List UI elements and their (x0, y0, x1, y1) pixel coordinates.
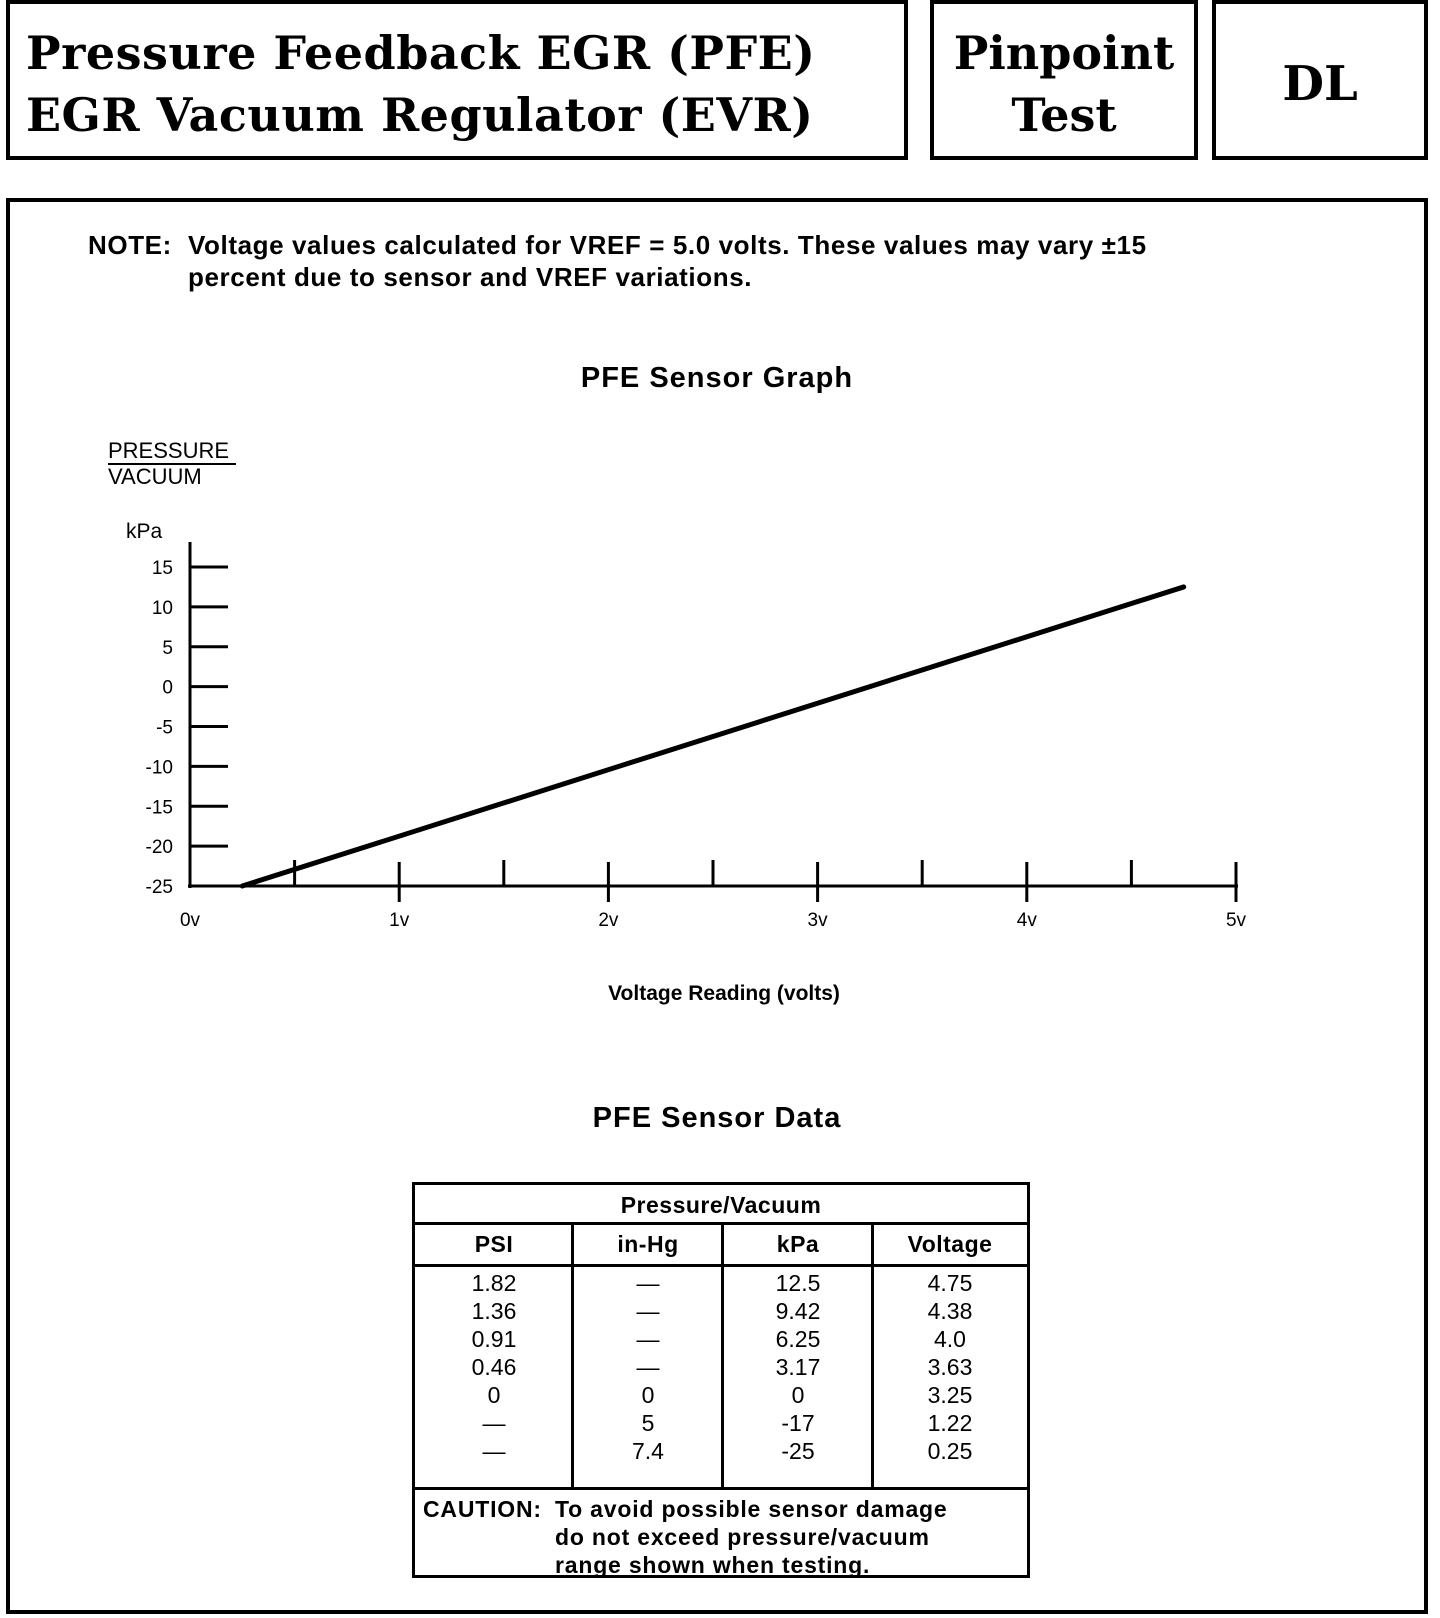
table-row (415, 1269, 1027, 1297)
x-tick-label: 1v (389, 910, 410, 931)
y-tick-label: 0 (162, 677, 173, 699)
cell-psi: 0.46 (471, 1354, 517, 1380)
caution-line-2: do not exceed pressure/vacuum (555, 1524, 930, 1550)
cell-voltage: 1.22 (927, 1410, 973, 1436)
note-line-1: Voltage values calculated for VREF = 5.0 volts. These values may vary ±15 (188, 230, 1147, 260)
table-body (415, 1269, 1027, 1487)
cell-inhg: 7.4 (632, 1438, 664, 1464)
cell-kpa: 3.17 (775, 1354, 821, 1380)
cell-inhg: — (636, 1326, 660, 1352)
y-unit-label: kPa (126, 520, 163, 543)
sensor-transfer-line (242, 587, 1183, 886)
table-group-header: Pressure/Vacuum (415, 1185, 1027, 1225)
test-label: Test (1011, 88, 1117, 142)
table-row (415, 1409, 1027, 1437)
column-header-kpa: kPa (776, 1231, 820, 1257)
graph-title: PFE Sensor Graph (580, 362, 854, 394)
main-content-panel (6, 198, 1428, 1614)
x-tick-label: 2v (598, 910, 619, 931)
test-code: DL (1282, 56, 1358, 112)
y-label-pressure: PRESSURE (108, 438, 230, 463)
cell-psi: 0 (487, 1382, 501, 1408)
pfe-sensor-chart (10, 202, 1424, 1062)
table-row (415, 1325, 1027, 1353)
table-row (415, 1437, 1027, 1465)
x-axis-title: Voltage Reading (volts) (608, 982, 840, 1005)
cell-inhg: — (636, 1354, 660, 1380)
cell-voltage: 4.75 (927, 1270, 973, 1296)
y-tick-label: 10 (151, 597, 173, 619)
cell-kpa: 12.5 (775, 1270, 821, 1296)
y-tick-label: -25 (145, 877, 173, 898)
cell-psi: — (482, 1410, 506, 1436)
cell-psi: — (482, 1438, 506, 1464)
y-tick-label: 15 (151, 558, 173, 579)
cell-kpa: 0 (791, 1382, 805, 1408)
cell-psi: 1.36 (471, 1298, 517, 1324)
data-table-title: PFE Sensor Data (592, 1102, 842, 1134)
y-tick-label: -20 (145, 837, 173, 859)
test-title-line-2: EGR Vacuum Regulator (EVR) (26, 88, 814, 142)
cell-voltage: 3.25 (927, 1382, 973, 1408)
cell-voltage: 4.38 (927, 1298, 973, 1324)
table-row (415, 1297, 1027, 1325)
column-header-inhg: in-Hg (617, 1231, 679, 1257)
pinpoint-test-box (930, 0, 1198, 160)
test-title-box (6, 0, 908, 160)
table-row (415, 1353, 1027, 1381)
y-tick-label: -10 (145, 757, 173, 779)
x-tick-label: 4v (1016, 910, 1037, 931)
cell-voltage: 3.63 (927, 1354, 973, 1380)
cell-inhg: 5 (641, 1410, 655, 1436)
x-tick-label: 3v (807, 910, 828, 931)
cell-inhg: — (636, 1298, 660, 1324)
y-tick-label: 5 (162, 637, 173, 659)
x-tick-label: 5v (1225, 910, 1247, 931)
cell-inhg: — (636, 1270, 660, 1296)
y-tick-label: -15 (145, 797, 173, 819)
caution-label: CAUTION: (423, 1496, 542, 1522)
cell-voltage: 0.25 (927, 1438, 973, 1464)
cell-kpa: -25 (781, 1438, 815, 1464)
caution-note (415, 1487, 1027, 1578)
y-tick-label: -5 (156, 717, 173, 739)
cell-kpa: 6.25 (775, 1326, 821, 1352)
pfe-sensor-data-table (412, 1182, 1030, 1578)
test-title-line-1: Pressure Feedback EGR (PFE) (26, 26, 816, 80)
cell-voltage: 4.0 (934, 1326, 966, 1352)
x-tick-label: 0v (179, 910, 201, 931)
cell-psi: 1.82 (471, 1270, 517, 1296)
pinpoint-label: Pinpoint (953, 26, 1175, 80)
cell-kpa: 9.42 (775, 1298, 821, 1324)
cell-psi: 0.91 (471, 1326, 517, 1352)
caution-line-1: To avoid possible sensor damage (555, 1496, 948, 1522)
table-row (415, 1381, 1027, 1409)
test-code-box (1212, 0, 1428, 160)
column-header-psi: PSI (474, 1231, 514, 1257)
y-label-vacuum: VACUUM (108, 464, 202, 489)
cell-kpa: -17 (781, 1410, 815, 1436)
note-label: NOTE: (88, 230, 172, 260)
note-line-2: percent due to sensor and VREF variations. (188, 262, 753, 292)
caution-line-3: range shown when testing. (555, 1552, 871, 1578)
cell-inhg: 0 (641, 1382, 655, 1408)
column-header-voltage: Voltage (907, 1231, 993, 1257)
